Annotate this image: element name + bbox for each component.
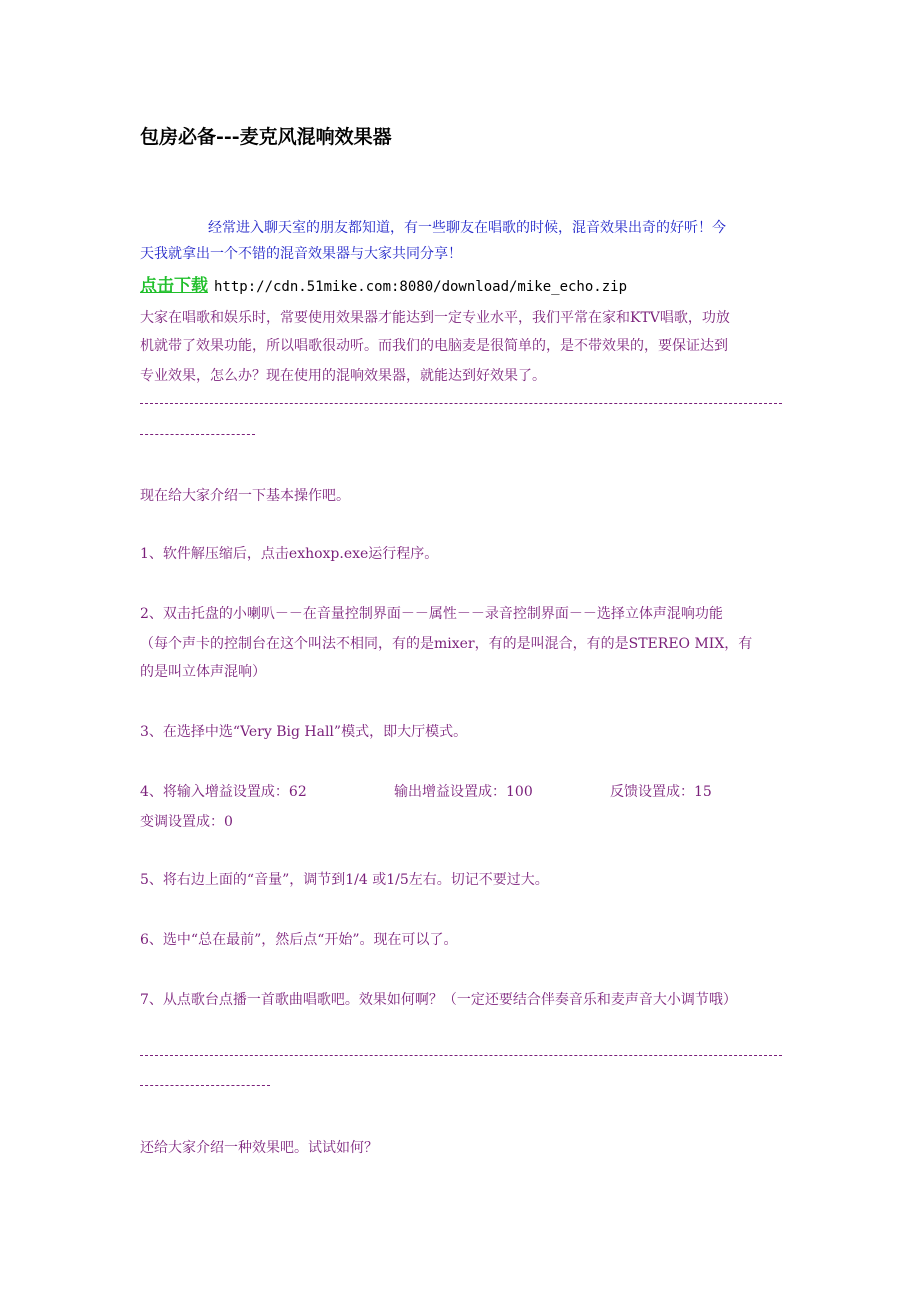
download-row	[140, 274, 627, 299]
separator-2a	[140, 1055, 782, 1056]
step-7: 7、从点歌台点播一首歌曲唱歌吧。效果如何啊？（一定还要结合伴奏音乐和麦声音大小调节哦）	[140, 992, 737, 1008]
intro-line-1: 经常进入聊天室的朋友都知道，有一些聊友在唱歌的时候，混音效果出奇的好听！今	[208, 220, 726, 236]
intro-line-2: 天我就拿出一个不错的混音效果器与大家共同分享！	[140, 246, 462, 262]
step-2-line-1: 2、双击托盘的小喇叭－－在音量控制界面－－属性－－录音控制界面－－选择立体声混响功能	[140, 606, 723, 622]
step-2-line-2: （每个声卡的控制台在这个叫法不相同，有的是mixer，有的是叫混合，有的是STEREO MIX，有	[140, 636, 753, 652]
step-3: 3、在选择中选“Very Big Hall”模式，即大厅模式。	[140, 724, 468, 740]
closing-line: 还给大家介绍一种效果吧。试试如何？	[140, 1140, 378, 1156]
step-4-feedback: 反馈设置成：15	[610, 784, 712, 800]
step-4-input-gain: 4、将输入增益设置成：62	[140, 784, 307, 800]
download-url[interactable]: http://cdn.51mike.com:8080/download/mike_echo.zip	[214, 279, 628, 295]
step-4-output-gain: 输出增益设置成：100	[394, 784, 533, 800]
step-4-pitch: 变调设置成：0	[140, 814, 233, 830]
download-link[interactable]: 点击下载	[140, 276, 208, 296]
step-5: 5、将右边上面的“音量”，调节到1/4 或1/5左右。切记不要过大。	[140, 872, 549, 888]
separator-1a	[140, 403, 782, 404]
ops-heading: 现在给大家介绍一下基本操作吧。	[140, 488, 350, 504]
page-title: 包房必备---麦克风混响效果器	[140, 126, 392, 148]
para1-line-1: 大家在唱歌和娱乐时，常要使用效果器才能达到一定专业水平，我们平常在家和KTV唱歌，功放	[140, 310, 730, 326]
para1-line-3: 专业效果，怎么办？现在使用的混响效果器，就能达到好效果了。	[140, 368, 546, 384]
separator-1b	[140, 434, 255, 435]
step-6: 6、选中“总在最前”，然后点“开始”。现在可以了。	[140, 932, 458, 948]
para1-line-2: 机就带了效果功能，所以唱歌很动听。而我们的电脑麦是很简单的，是不带效果的，要保证达到	[140, 338, 728, 354]
separator-2b	[140, 1085, 270, 1086]
step-1: 1、软件解压缩后，点击exhoxp.exe运行程序。	[140, 546, 439, 562]
step-2-line-3: 的是叫立体声混响）	[140, 664, 266, 680]
